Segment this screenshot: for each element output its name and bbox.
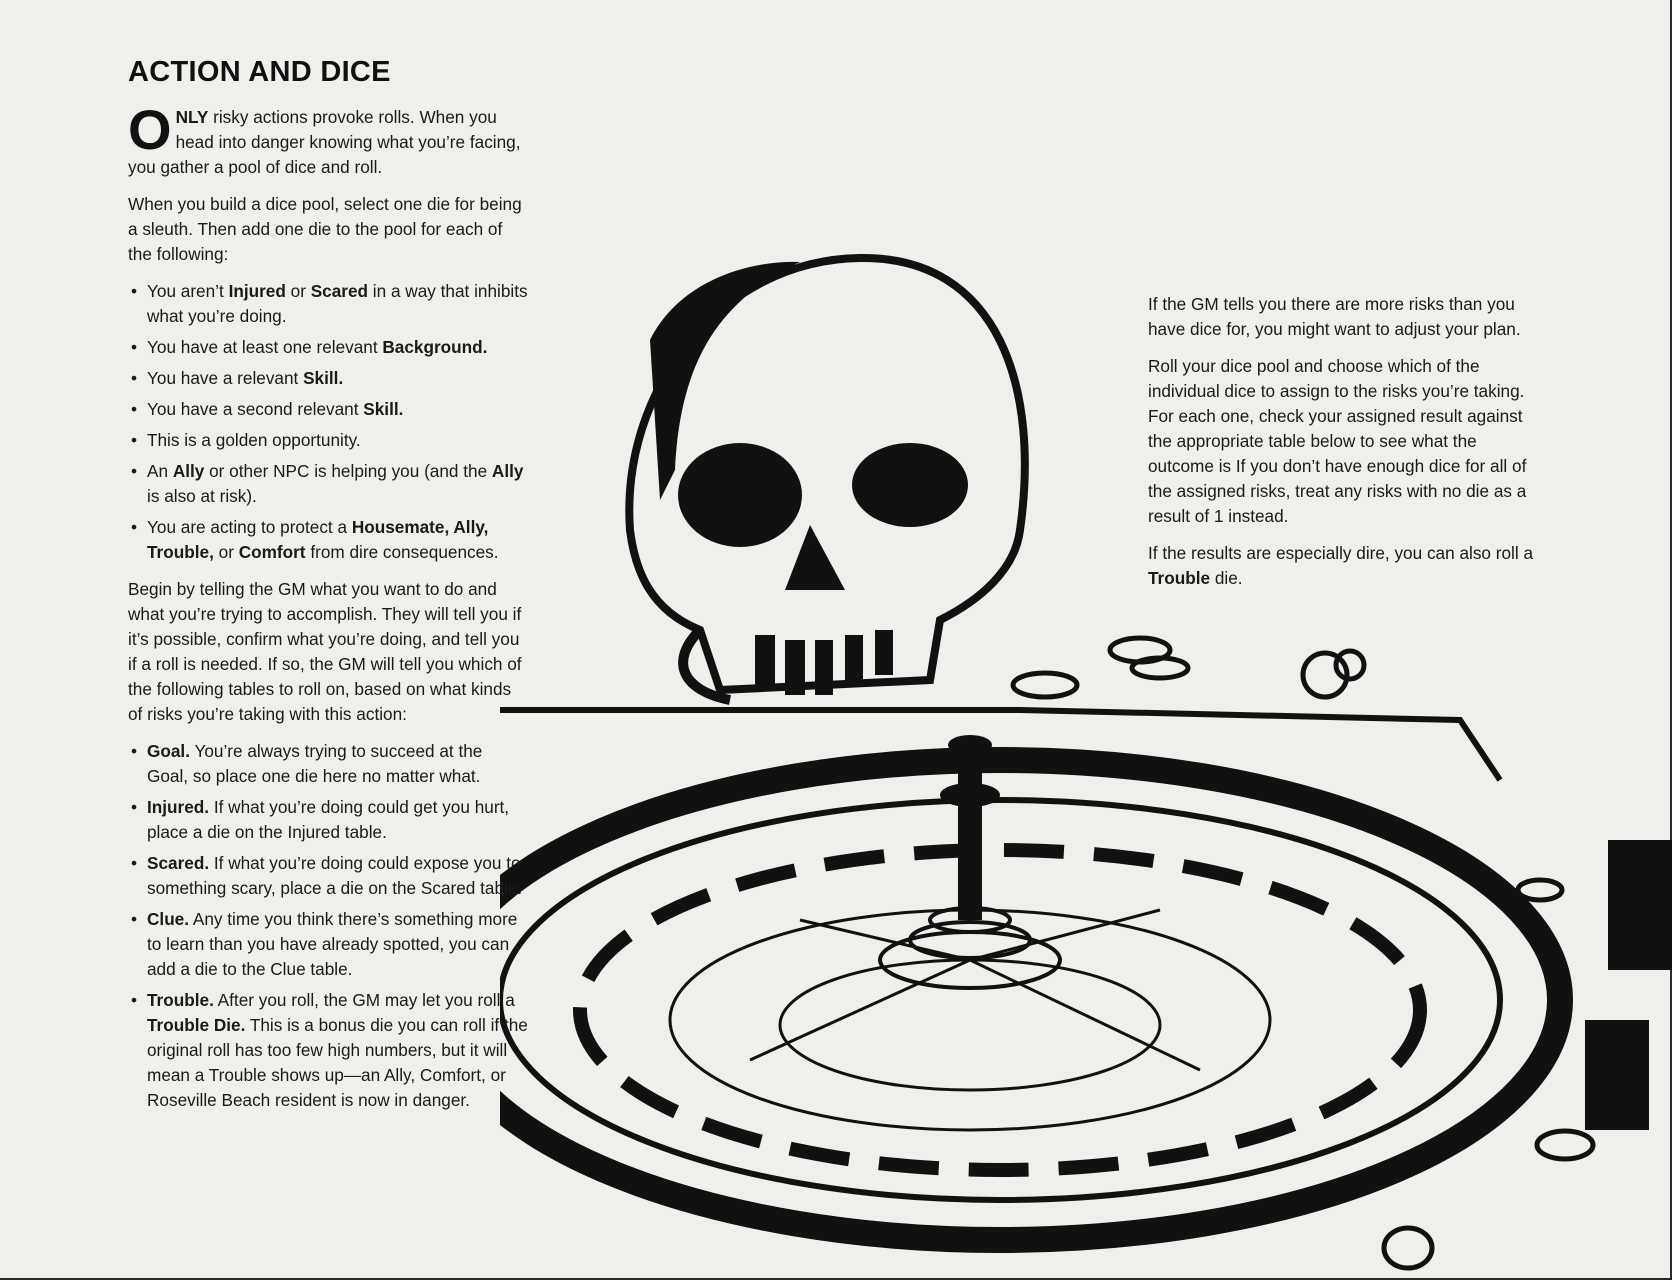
roulette-bowl (670, 910, 1270, 1130)
right-paragraph-3 (1148, 541, 1538, 591)
item-text: You have a relevant (147, 368, 304, 388)
begin-paragraph: Begin by telling the GM what you want to do and what you’re trying to accomplish. They will tell you if it’s possible, confirm what you’re doing, and tell you if a roll is needed. If so, the GM will tell you which of the following tables to roll on, based on what kinds of risks you’re taking with this action: (128, 579, 522, 724)
item-term: Goal. (147, 741, 190, 761)
tables-list (128, 739, 528, 1113)
item-text: or (213, 542, 239, 562)
item-text: from dire consequences. (305, 542, 499, 562)
item-text: You are acting to protect a (147, 517, 352, 537)
list-item (128, 739, 528, 789)
item-term: Injured (228, 281, 286, 301)
intro-paragraph (128, 98, 528, 180)
item-text: You aren’t (147, 281, 229, 301)
list-item (128, 851, 528, 901)
list-item (128, 335, 528, 360)
item-text: You have a second relevant (147, 399, 364, 419)
lead-word: NLY (175, 107, 209, 127)
item-text: This is a golden opportunity. (147, 430, 361, 450)
skull-eye-right (852, 443, 968, 527)
item-term: Housemate, Ally, Trouble, (147, 517, 489, 562)
item-term: Skill. (363, 399, 404, 419)
pool-list (128, 279, 528, 565)
item-term: Comfort (238, 542, 306, 562)
item-text: is also at risk). (147, 486, 257, 506)
paragraph-term: Trouble (1148, 568, 1211, 588)
item-text: An (147, 461, 173, 481)
item-term: Background. (382, 337, 488, 357)
item-text: After you roll, the GM may let you roll a (213, 990, 515, 1010)
list-item (128, 515, 528, 565)
roulette-pockets (580, 850, 1420, 1170)
list-item (128, 795, 528, 845)
pool-intro-paragraph: When you build a dice pool, select one die for being a sleuth. Then add one die to the pool for each of the following: (128, 194, 522, 264)
list-item (128, 279, 528, 329)
chip-stack (1585, 840, 1672, 1130)
right-column (1148, 292, 1538, 603)
section-heading: ACTION AND DICE (128, 56, 391, 88)
skull (629, 258, 1025, 700)
drop-cap: O (128, 98, 172, 161)
item-term: Ally (172, 461, 205, 481)
roulette-rim (500, 760, 1560, 1240)
item-text: in a way that inhibits what you’re doing. (147, 281, 528, 326)
item-text: If what you’re doing could get you hurt, place a die on the Injured table. (147, 797, 510, 842)
item-text: You’re always trying to succeed at the Goal, so place one die here no matter what. (147, 741, 483, 786)
item-text: Any time you think there’s something more to learn than you have already spotted, you can add a die to the Clue table. (147, 909, 518, 979)
paragraph-text: If the results are especially dire, you can also roll a (1148, 543, 1533, 563)
item-text: You have at least one relevant (147, 337, 383, 357)
item-term: Trouble. (147, 990, 214, 1010)
list-item (128, 397, 528, 422)
casino-chips (1013, 638, 1593, 1268)
intro-text: risky actions provoke rolls. When you head into danger knowing what you’re facing, you gather a pool of dice and roll. (128, 107, 521, 177)
right-paragraph-1: If the GM tells you there are more risks than you have dice for, you might want to adjust your plan. (1148, 294, 1521, 339)
item-term: Scared. (147, 853, 210, 873)
list-item (128, 366, 528, 391)
right-paragraph-2: Roll your dice pool and choose which of the individual dice to assign to the risks you’re taking. For each one, check your assigned result against the appropriate table below to see what the outcome is If you don’t have enough dice for all of the assigned risks, treat any risks with no die as a result of 1 instead. (1148, 356, 1527, 526)
list-item (128, 459, 528, 509)
list-item (128, 428, 528, 453)
item-text: If what you’re doing could expose you to something scary, place a die on the Scared table. (147, 853, 523, 898)
left-column (128, 56, 528, 1125)
item-term: Scared (310, 281, 369, 301)
list-item (128, 988, 528, 1113)
item-term: Trouble Die. (147, 1015, 246, 1035)
skull-eye-left (678, 443, 802, 547)
list-item (128, 907, 528, 982)
roulette-inner-rim (500, 800, 1500, 1200)
item-text: or (285, 281, 311, 301)
item-text: or other NPC is helping you (and the (204, 461, 492, 481)
paragraph-text: die. (1210, 568, 1243, 588)
item-term: Ally (491, 461, 524, 481)
item-term: Injured. (147, 797, 210, 817)
item-text: This is a bonus die you can roll if the original roll has too few high numbers, but it will mean a Trouble shows up—an Ally, Comfort, or Roseville Beach resident is now in danger. (147, 1015, 528, 1110)
item-term: Clue. (147, 909, 190, 929)
item-term: Skill. (303, 368, 344, 388)
